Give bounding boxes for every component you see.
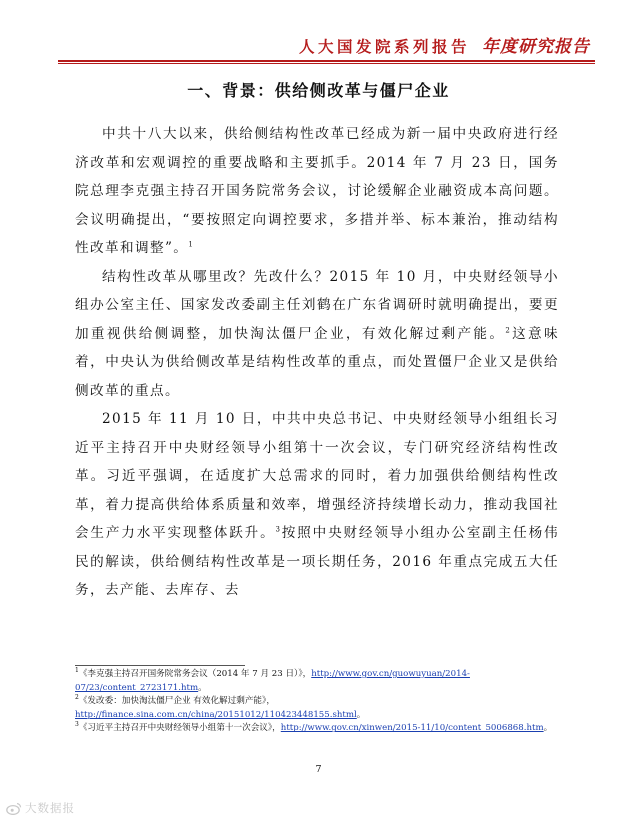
watermark	[6, 800, 75, 816]
footnote	[75, 668, 559, 695]
paragraph-text: 这意味着，中央认为供给侧改革是结构性改革的重点，而处置僵尸企业又是供给侧改革的重点。	[75, 325, 559, 399]
footnote-number: 3	[75, 721, 79, 729]
paragraph-text: 中共十八大以来，供给侧结构性改革已经成为新一届中央政府进行经济改革和宏观调控的重要战略和主要抓手。2014 年 7 月 23 日，国务院总理李克强主持召开国务院常务会议，讨论缓解企业融资成本高问题。会议明确提出，“要按照定向调控要求，多措并举、标本兼治，推动结构性改革和调整”。	[75, 126, 559, 256]
annual-report-label: 年度研究报告	[482, 37, 590, 57]
footnote-text: 《发改委：加快淘汰僵尸企业 有效化解过剩产能》，	[78, 696, 275, 707]
paragraph-text: 2015 年 11 月 10 日，中共中央总书记、中央财经领导小组组长习近平主持召开中央财经领导小组第十一次会议，专门研究经济结构性改革。习近平强调，在适度扩大总需求的同时，着力加强供给侧结构性改革，着力提高供给体系质量和效率，增强经济持续增长动力，推动我国社会生产力水平实现整体跃升。	[75, 411, 559, 541]
footnote-text: 《李克强主持召开国务院常务会议（2014 年 7 月 23 日）》，	[78, 669, 312, 679]
footnote-tail: 。	[198, 682, 207, 693]
footnote-tail: 。	[543, 723, 553, 734]
report-series-title: 人大国发院系列报告	[298, 37, 470, 56]
footnote-marker: 2	[505, 325, 512, 334]
footnote-number: 1	[75, 667, 79, 675]
footnote	[75, 722, 559, 736]
footnote-link[interactable]: http://www.gov.cn/xinwen/2015-11/10/content_5006868.htm	[280, 723, 544, 734]
footnote-tail: 。	[356, 709, 366, 720]
paragraph-text: 按照中央财经领导小组办公室副主任杨伟民的解读，供给侧结构性改革是一项长期任务，2016 年重点完成五大任务，去产能、去库存、去	[75, 525, 560, 598]
footnote-rule	[75, 665, 245, 666]
footnote-text: 《习近平主持召开中央财经领导小组第十一次会议》，	[78, 723, 281, 734]
footnote-link[interactable]: http://www.gov.cn/guowuyuan/2014-07/23/content_2723171.htm	[75, 669, 470, 693]
report-header	[60, 32, 590, 56]
footnote-marker: 1	[188, 240, 195, 249]
footnote-marker: 3	[275, 525, 282, 534]
footnote-number: 2	[75, 694, 79, 702]
header-rule	[58, 60, 595, 62]
section-title: 一、背景：供给侧改革与僵尸企业	[187, 81, 450, 100]
watermark-text: 大数据报	[25, 801, 75, 815]
body-text	[75, 120, 559, 605]
body-paragraph	[75, 263, 559, 406]
header-rule-thin	[58, 63, 595, 64]
footnotes	[75, 668, 559, 736]
weibo-logo-icon	[6, 802, 22, 815]
body-paragraph	[75, 120, 559, 263]
footnote	[75, 695, 559, 722]
paragraph-text: 结构性改革从哪里改？先改什么？2015 年 10 月，中央财经领导小组办公室主任、国家发改委副主任刘鹤在广东省调研时就明确提出，要更加重视供给侧调整，加快淘汰僵尸企业，有效化解过剩产能。	[75, 268, 559, 342]
body-paragraph	[75, 405, 559, 605]
page-number: 7	[315, 764, 322, 775]
footnote-link[interactable]: http://finance.sina.com.cn/china/20151012/110423448155.shtml	[75, 709, 357, 720]
